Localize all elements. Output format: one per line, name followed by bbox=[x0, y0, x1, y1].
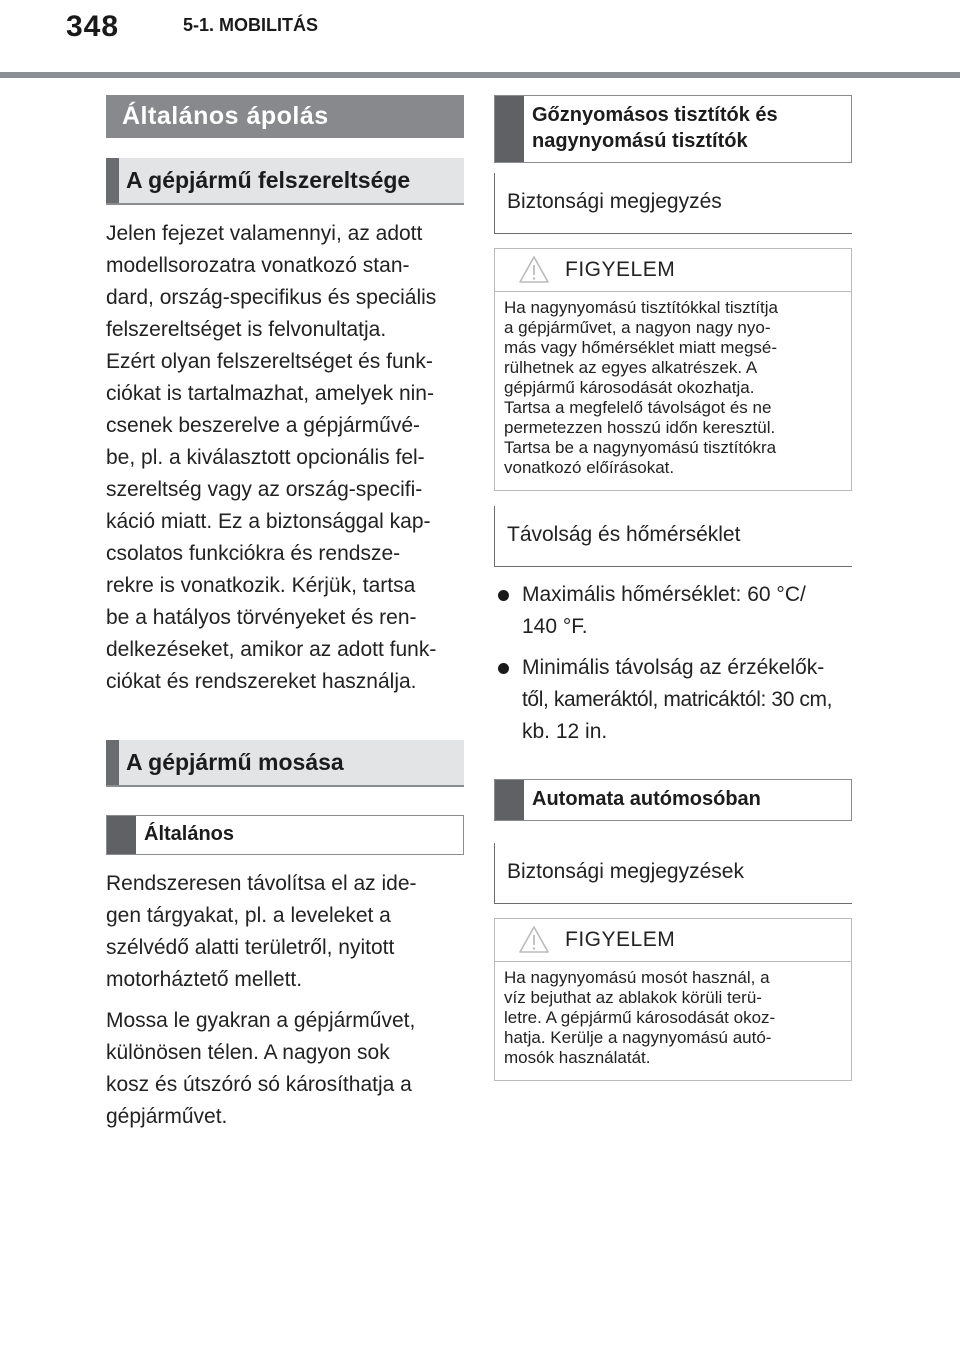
subsection-bar bbox=[106, 740, 119, 785]
text-line: modellsorozatra vonatkozó stan- bbox=[106, 254, 410, 277]
label-safety-note bbox=[494, 173, 852, 234]
page-header bbox=[0, 0, 960, 78]
general-paragraph-1 bbox=[106, 868, 464, 996]
warning-box-1 bbox=[494, 248, 852, 491]
text-line: letre. A gépjármű károsodását okoz- bbox=[504, 1008, 776, 1027]
text-line: be a hatályos törvényeket és ren- bbox=[106, 606, 417, 629]
text-line: től, kameráktól, matricáktól: 30 cm, bbox=[522, 688, 833, 711]
box-bar bbox=[107, 816, 136, 854]
text-line: csenek beszerelve a gépjárművé- bbox=[106, 414, 420, 437]
box-bar bbox=[495, 780, 524, 820]
bullet-dot bbox=[498, 590, 509, 601]
text-line: más vagy hőmérséklet miatt megsé- bbox=[504, 338, 778, 357]
chapter-title: 5-1. MOBILITÁS bbox=[183, 15, 319, 35]
text-line: Rendszeresen távolítsa el az ide- bbox=[106, 872, 417, 895]
text-line: Maximális hőmérséklet: 60 °C/ bbox=[522, 583, 806, 606]
box-title: Automata autómosóban bbox=[532, 788, 761, 810]
warning-title: FIGYELEM bbox=[565, 928, 676, 951]
text-line: szélvédő alatti területről, nyitott bbox=[106, 936, 395, 959]
box-general bbox=[106, 815, 464, 855]
label-safety-notes bbox=[494, 843, 852, 904]
text-line: gépjármű károsodását okozhatja. bbox=[504, 378, 755, 397]
box-title bbox=[532, 96, 851, 154]
text-line: dard, ország-specifikus és speciális bbox=[106, 286, 437, 309]
text-line: be, pl. a kiválasztott opcionális fel- bbox=[106, 446, 425, 469]
subsection-title: A gépjármű mosása bbox=[126, 749, 344, 775]
warning-header bbox=[495, 249, 851, 292]
header-rule bbox=[0, 72, 960, 78]
right-column bbox=[494, 95, 852, 1081]
text-line: felszereltséget is felvonultatja. bbox=[106, 318, 387, 341]
bullet-max-temperature bbox=[494, 579, 852, 643]
warning-header bbox=[495, 919, 851, 962]
text-line: Mossa le gyakran a gépjárművet, bbox=[106, 1009, 416, 1032]
bullet-min-distance bbox=[494, 652, 852, 748]
equipment-paragraph bbox=[106, 218, 464, 698]
left-column bbox=[106, 95, 464, 1133]
text-line: szereltség vagy az ország-specifi- bbox=[106, 478, 423, 501]
box-title-line: nagynyomású tisztítók bbox=[532, 130, 748, 152]
bullet-dot bbox=[498, 663, 509, 674]
text-line: Tartsa a megfelelő távolságot és ne bbox=[504, 398, 772, 417]
warning-box-2 bbox=[494, 918, 852, 1081]
section-title: Általános ápolás bbox=[106, 95, 464, 138]
box-steam-cleaners bbox=[494, 95, 852, 163]
text-line: delkezéseket, amikor az adott funk- bbox=[106, 638, 437, 661]
text-line: hatja. Kerülje a nagynyomású autó- bbox=[504, 1028, 772, 1047]
label-text: Biztonsági megjegyzések bbox=[507, 860, 744, 883]
text-line: 140 °F. bbox=[522, 615, 588, 638]
text-line: motorháztető mellett. bbox=[106, 968, 303, 991]
warning-triangle-icon bbox=[518, 254, 550, 284]
text-line: a gépjárművet, a nagyon nagy nyo- bbox=[504, 318, 771, 337]
subsection-bar bbox=[106, 158, 119, 203]
label-text: Távolság és hőmérséklet bbox=[507, 523, 741, 546]
text-line: kb. 12 in. bbox=[522, 720, 608, 743]
text-line: ciókat is tartalmazhat, amelyek nin- bbox=[106, 382, 434, 405]
page-number: 348 bbox=[66, 10, 120, 43]
label-distance-temperature bbox=[494, 506, 852, 567]
text-line: víz bejuthat az ablakok körüli terü- bbox=[504, 988, 762, 1007]
text-line: Ha nagynyomású tisztítókkal tisztítja bbox=[504, 298, 779, 317]
text-line: Jelen fejezet valamennyi, az adott bbox=[106, 222, 423, 245]
box-title-line: Gőznyomásos tisztítók és bbox=[532, 104, 778, 126]
text-line: vonatkozó előírásokat. bbox=[504, 458, 675, 477]
text-line: rülhetnek az egyes alkatrészek. A bbox=[504, 358, 758, 377]
text-line: Ha nagynyomású mosót használ, a bbox=[504, 968, 770, 987]
text-line: gépjárművet. bbox=[106, 1105, 228, 1128]
text-line: permetezzen hosszú időn keresztül. bbox=[504, 418, 776, 437]
general-paragraph-2 bbox=[106, 1005, 464, 1133]
text-line: gen tárgyakat, pl. a leveleket a bbox=[106, 904, 391, 927]
text-line: Minimális távolság az érzékelők- bbox=[522, 656, 825, 679]
text-line: Ezért olyan felszereltséget és funk- bbox=[106, 350, 433, 373]
text-line: káció miatt. Ez a biztonsággal kap- bbox=[106, 510, 431, 533]
box-bar bbox=[495, 96, 524, 162]
box-automatic-car-wash bbox=[494, 779, 852, 821]
warning-body bbox=[495, 962, 851, 1080]
warning-title: FIGYELEM bbox=[565, 258, 676, 281]
text-line: rekre is vonatkozik. Kérjük, tartsa bbox=[106, 574, 416, 597]
text-line: mosók használatát. bbox=[504, 1048, 651, 1067]
box-title: Általános bbox=[144, 823, 235, 845]
subsection-equipment bbox=[106, 158, 464, 205]
text-line: csolatos funkciókra és rendsze- bbox=[106, 542, 401, 565]
warning-triangle-icon bbox=[518, 924, 550, 954]
subsection-washing bbox=[106, 740, 464, 787]
text-line: ciókat és rendszereket használja. bbox=[106, 670, 417, 693]
text-line: különösen télen. A nagyon sok bbox=[106, 1041, 390, 1064]
label-text: Biztonsági megjegyzés bbox=[507, 190, 722, 213]
text-line: Tartsa be a nagynyomású tisztítókra bbox=[504, 438, 777, 457]
subsection-title: A gépjármű felszereltsége bbox=[126, 167, 411, 193]
warning-body bbox=[495, 292, 851, 490]
text-line: kosz és útszóró só károsíthatja a bbox=[106, 1073, 412, 1096]
